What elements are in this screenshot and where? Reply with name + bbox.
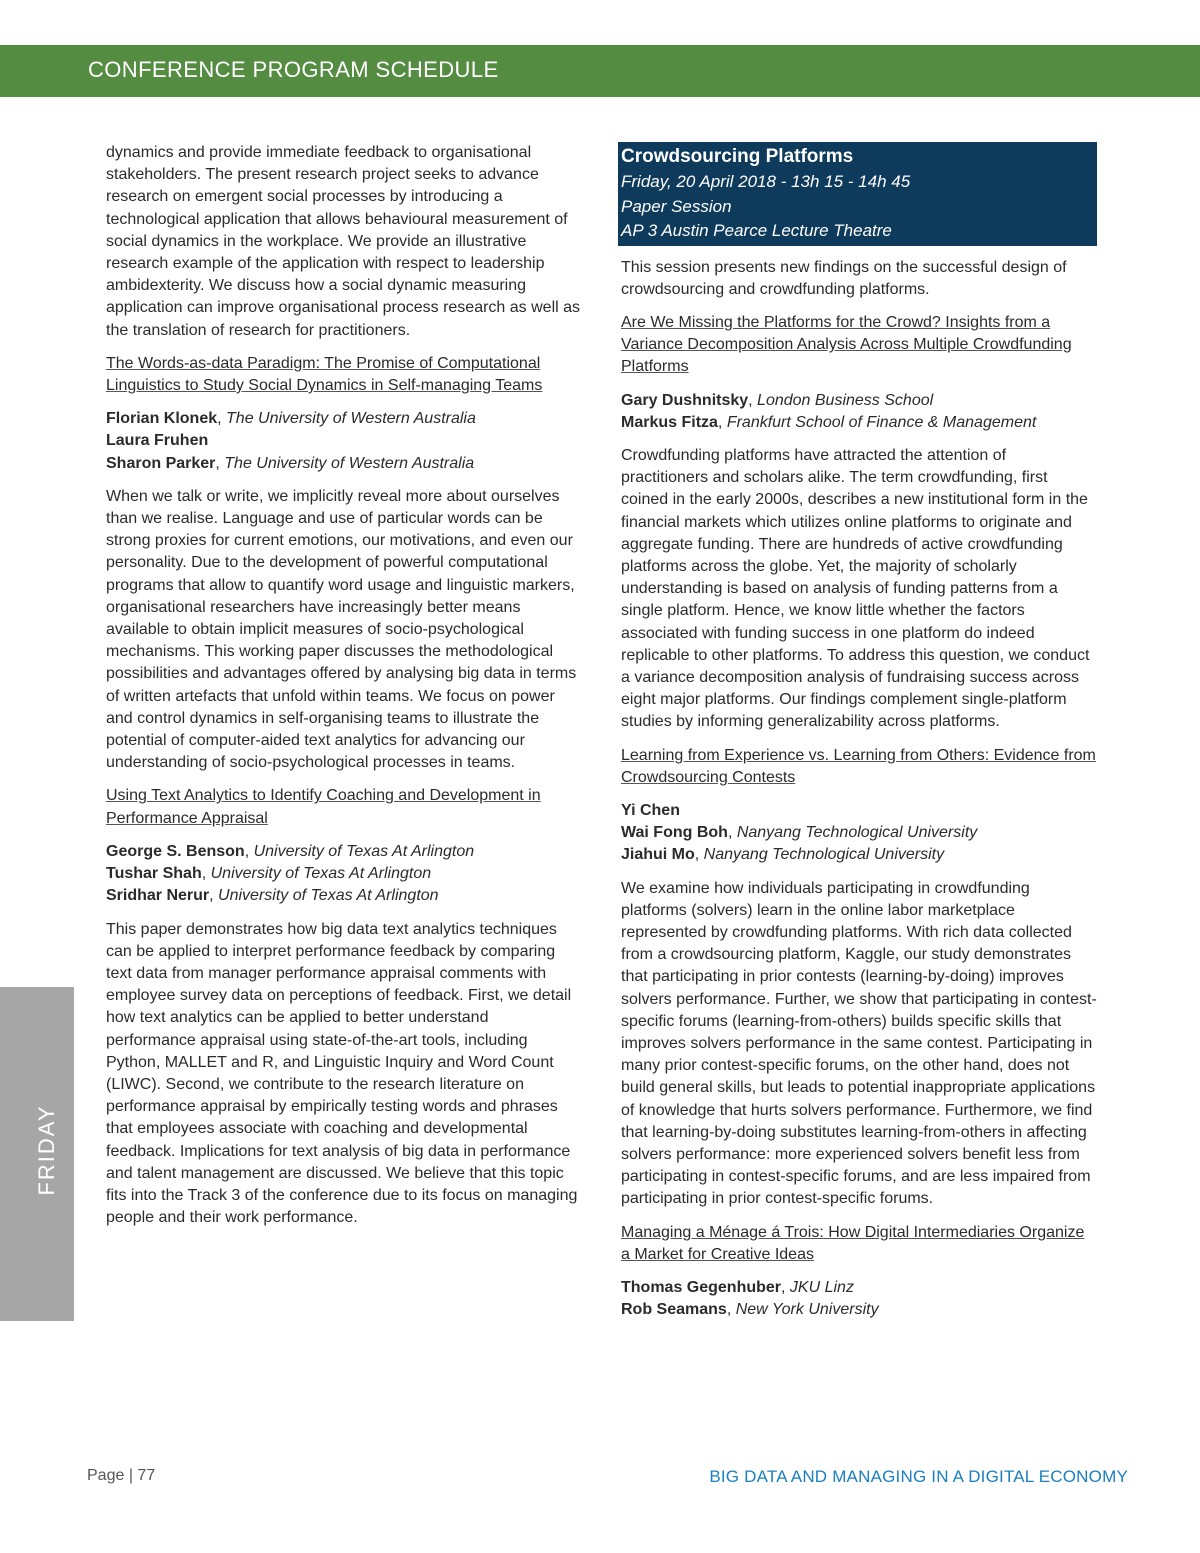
author-affiliation: University of Texas At Arlington [210,865,432,883]
author [106,453,582,475]
author [621,1299,1097,1321]
author-name: Sridhar Nerur [106,887,210,905]
paper-abstract: dynamics and provide immediate feedback to organisational stakeholders. The present research project seeks to advance research on emergent social processes by introducing a technological application that allows behavioural measurement of social dynamics in the workplace. We provide an illustrative research example of the application with respect to leadership ambidexterity. We discuss how a social dynamic measuring application can improve organisational process research as well as the translation of research for practitioners. [106,144,581,339]
session-description: This session presents new findings on the successful design of crowdsourcing and crowdfunding platforms. [621,258,1067,298]
author-affiliation: University of Texas At Arlington [253,842,475,860]
left-column [106,142,582,1240]
author-name: Wai Fong Boh [621,824,728,842]
session-header-box [618,142,1097,246]
author-name: Thomas Gegenhuber [621,1279,782,1297]
author-name: Jiahui Mo [621,846,695,864]
author [621,390,1097,412]
author-list [621,800,1097,867]
author-list [106,841,582,908]
author [621,1277,1097,1299]
author-separator: , [215,454,225,472]
paper-title[interactable]: Learning from Experience vs. Learning from Others: Evidence from Crowdsourcing Contests [621,746,1096,786]
author-affiliation: Frankfurt School of Finance & Management [726,413,1037,431]
day-side-label: FRIDAY [34,1104,59,1196]
paper-abstract: Crowdfunding platforms have attracted the attention of practitioners and scholars alike. The term crowdfunding, first coined in the early 2000s, describes a new institutional form in the financial markets which utilizes online platforms to originate and aggregate funding. There are hundreds of active crowdfunding platforms across the globe. Yet, the majority of scholarly understanding is based on analysis of funding patterns from a single platform. Hence, we know little whether the factors associated with funding success in one platform do indeed replicable to other platforms. To address this question, we conduct a variance decomposition analysis of fundraising success across eight major platforms. Our findings complement single-platform studies by informing generalizability across platforms. [621,446,1090,731]
author-name: Tushar Shah [106,865,202,883]
author-name: Sharon Parker [106,454,216,472]
author [621,800,1097,822]
author-name: George S. Benson [106,842,245,860]
author-name: Yi Chen [621,801,680,819]
author [106,863,582,885]
author-separator: , [727,824,737,842]
author-separator: , [748,391,758,409]
page-number: Page | 77 [87,1467,156,1484]
session-location: AP 3 Austin Pearce Lecture Theatre [621,221,892,240]
author-affiliation: London Business School [757,391,934,409]
author [106,430,582,452]
author [106,885,582,907]
session-name: Crowdsourcing Platforms [621,146,854,167]
author-list [621,390,1097,434]
author-separator: , [781,1279,790,1297]
author-affiliation: Nanyang Technological University [736,824,978,842]
paper-abstract: When we talk or write, we implicitly reveal more about ourselves than we realise. Language and use of particular words can be strong proxies for current emotions, our motivations, and even our personality. Due to the development of powerful computational programs that allow to quantify word usage and linguistic markers, organisational researchers have increasingly better means available to obtain implicit measures of socio-psychological mechanisms. This working paper discusses the methodological possibilities and advantages offered by analysing big data in terms of written artefacts that unfold within teams. We focus on power and control dynamics in self-organising teams to illustrate the potential of computer-aided text analytics for advancing our understanding of socio-psychological processes in teams. [106,487,577,772]
page-title: CONFERENCE PROGRAM SCHEDULE [88,57,499,82]
author [621,822,1097,844]
session-type: Paper Session [621,196,732,216]
author-list [621,1277,1097,1321]
paper-abstract: This paper demonstrates how big data text analytics techniques can be applied to interpret performance feedback by comparing text data from manager performance appraisal comments with employee survey data on perceptions of feedback. First, we detail how text analytics can be applied to better understand performance appraisal using state-of-the-art tools, including Python, MALLET and R, and Linguistic Inquiry and Word Count (LIWC). Second, we contribute to the research literature on performance appraisal by empirically testing words and phrases that employees associate with coaching and developmental feedback. Implications for text analysis of big data in performance and talent management are discussed. We believe that this topic fits into the Track 3 of the conference due to its focus on managing people and their work performance. [106,920,578,1227]
author-affiliation: The University of Western Australia [226,410,476,428]
author-separator: , [217,410,227,428]
author-name: Gary Dushnitsky [621,391,749,409]
paper-abstract: We examine how individuals participating in crowdfunding platforms (solvers) learn in the online labor marketplace represented by crowdfunding platforms. With rich data collected from a crowdsourcing platform, Kaggle, our study demonstrates that participating in prior contests (learning-by-doing) improves solvers performance. Further, we show that participating in contest-specific forums (learning-from-others) builds specific skills that improves solvers performance in the same contest. Participating in many prior contest-specific forums, on the other hand, does not build general skills, but leads to potential inappropriate applications of knowledge that hurts solvers performance. Furthermore, we find that learning-by-doing substitutes learning-from-others in affecting solvers performance: more experienced solvers benefit less from participating in contest-specific forums, and are less impaired from participating in prior contest-specific forums. [621,879,1097,1208]
author-separator: , [717,413,727,431]
author [621,844,1097,866]
author-name: Florian Klonek [106,410,218,428]
footer-title: BIG DATA AND MANAGING IN A DIGITAL ECONOMY [709,1467,1128,1486]
author [106,841,582,863]
author-name: Laura Fruhen [106,432,209,450]
author-name: Markus Fitza [621,413,718,431]
author-affiliation: New York University [735,1301,879,1319]
author [106,408,582,430]
author-separator: , [201,865,211,883]
author-affiliation: Nanyang Technological University [703,846,945,864]
author-affiliation: JKU Linz [789,1279,854,1297]
author-affiliation: The University of Western Australia [224,454,475,472]
author-separator: , [694,846,704,864]
paper-title[interactable]: Are We Missing the Platforms for the Crowd? Insights from a Variance Decomposition Analysis Across Multiple Crowdfunding Platforms [621,313,1072,376]
author-list [106,408,582,475]
session-datetime: Friday, 20 April 2018 - 13h 15 - 14h 45 [621,172,911,191]
author-separator: , [209,887,219,905]
paper-title[interactable]: The Words-as-data Paradigm: The Promise of Computational Linguistics to Study Social Dynamics in Self-managing Teams [106,354,543,395]
paper-title[interactable]: Using Text Analytics to Identify Coaching and Development in Performance Appraisal [106,787,541,827]
author-separator: , [726,1301,736,1319]
author-separator: , [244,842,254,860]
paper-title[interactable]: Managing a Ménage á Trois: How Digital Intermediaries Organize a Market for Creative Ideas [621,1223,1085,1263]
author-name: Rob Seamans [621,1301,727,1319]
right-column [621,142,1097,1332]
author [621,412,1097,434]
author-affiliation: University of Texas At Arlington [218,887,439,905]
